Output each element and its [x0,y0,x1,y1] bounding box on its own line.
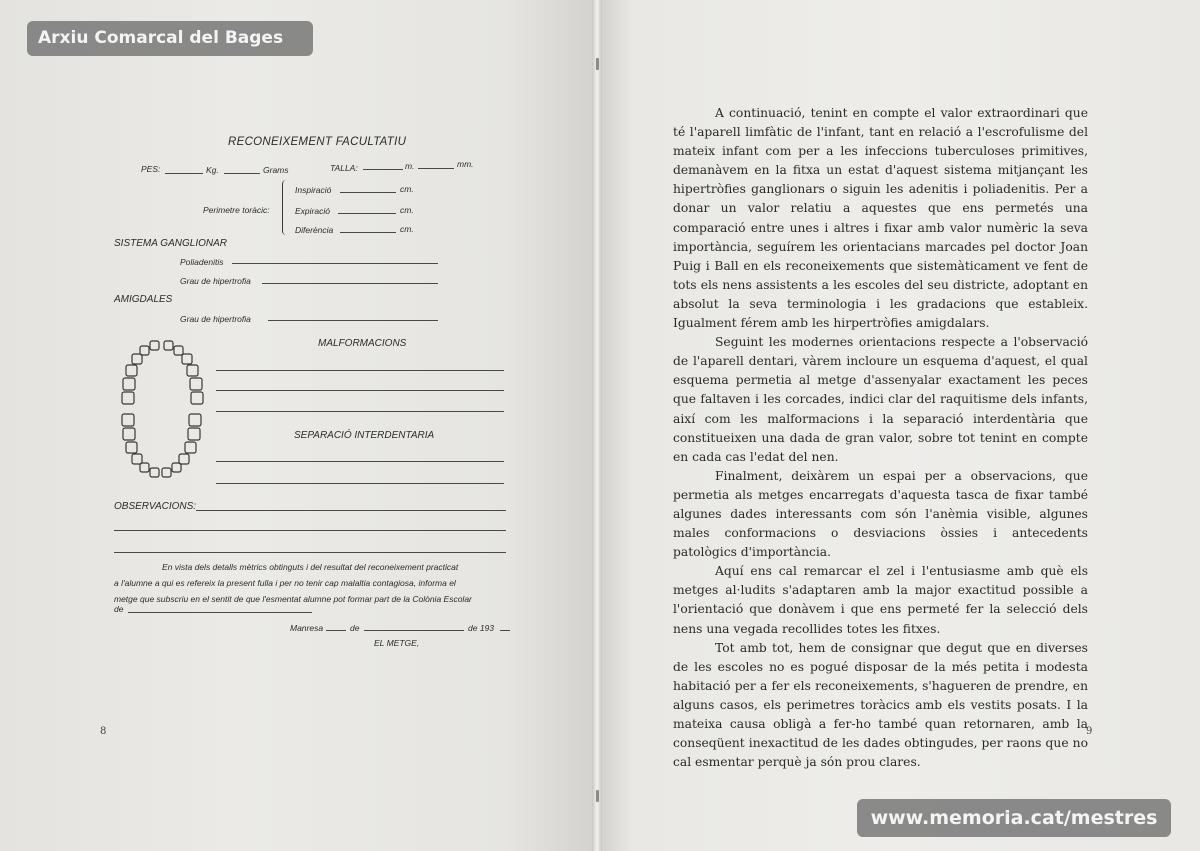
malformacions-line [216,411,504,412]
brace [282,180,290,235]
certification-line: En vista dels detalls mètrics obtinguts i del resultat del reconeixement practicat [162,562,459,572]
certification-line: a l'alumne a qui es refereix la present fulla i per no tenir cap malaltia contagiosa, informa el [114,578,456,588]
cm-label: cm. [400,224,414,234]
date-day-blank [326,630,346,631]
website-watermark: www.memoria.cat/mestres [857,799,1171,837]
body-text [673,104,1088,772]
page-number-right: 9 [1086,726,1093,737]
inspiracio-label: Inspiració [295,185,332,195]
observacions-heading: OBSERVACIONS: [114,501,197,512]
malformacions-line [216,390,504,391]
diferencia-label: Diferència [295,225,334,235]
amigdales-heading: AMIGDALES [114,294,173,305]
paragraph: Finalment, deixàrem un espai per a observacions, que permetia als metges encarregats d'aquesta tasca de fixar també algunes dades interessants com són l'anèmia visible, algunes males conformacions o desviacions òssies i antecedents patològics d'importància. [673,468,1088,560]
page-number-left: 8 [100,726,107,737]
de-label: de [350,623,360,633]
inspiracio-blank [340,192,396,193]
cm-label: cm. [400,205,414,215]
kg-label: Kg. [206,165,219,175]
cm-label: cm. [400,184,414,194]
grau-hipertrofia-blank [262,283,438,284]
sistema-ganglionar-heading: SISTEMA GANGLIONAR [114,238,227,249]
pes-grams-blank [224,173,260,174]
certification-line: metge que subscriu en el sentit de que l'esmentat alumne pot formar part de la Colònia Escolar [114,594,472,604]
observacions-line [114,552,506,553]
malformacions-line [216,370,504,371]
paragraph: A continuació, tenint en compte el valor extraordinari que té l'aparell limfàtic de l'infant, tant en relació a l'escrofulisme del mateix infant com per a les infeccions tuberculoses primitives, demanàvem en la fitxa un estat d'aquest sistema mitjançant les hipertròfies ganglionars o siguin les adenitis i poliadenitis. Per a donar un valor relatiu a aquestes que ens permetés una comparació entre unes i altres i fixar amb valor numèric la seva importància, seguírem les orientacians marcades pel doctor Joan Puig i Ball en els reconeixements que sistemàticament ve fent de tots els nens assistents a les escoles del seu districte, adoptant en absolut la seva terminologia i les gradacions que estableix. Igualment férem amb les hirpertròfies amigdalars. [673,106,1088,331]
year-label: de 193 [468,623,494,633]
poliadenitis-label: Poliadenitis [180,257,224,267]
paragraph: Aquí ens cal remarcar el zel i l'entusiasme amb què els metges al·ludits s'adaptaren amb la major exactitud possible a l'orientació que donàvem i que ens permeté fer la selecció dels nens una vegada recollides totes les fitxes. [673,564,1088,636]
dental-chart-diagram [112,338,212,480]
diferencia-blank [340,232,396,233]
talla-mm-blank [418,168,454,169]
talla-m-blank [363,169,403,170]
date-month-blank [364,630,464,631]
binding-stitch [596,790,599,802]
amigdales-blank [268,320,438,321]
separacio-line [216,483,504,484]
observacions-line [196,510,506,511]
expiracio-label: Expiració [295,206,330,216]
grau-hipertrofia-label: Grau de hipertrofia [180,276,251,286]
form-title: RECONEIXEMENT FACULTATIU [228,136,407,148]
separacio-heading: SEPARACIÓ INTERDENTARIA [294,430,435,441]
talla-label: TALLA: [330,163,358,173]
paragraph: Seguint les modernes orientacions respecte a l'observació de l'aparell dentari, vàrem incloure un esquema d'aquest, el qual esquema permetia al metge d'assenyalar exactament les peces que faltaven i les corcades, indici clar del raquitisme dels infants, així com les malformacions i la separació interdentària que constitueixen una dada de gran valor, sobre tot tenint en compte en cada cas l'edat del nen. [673,335,1088,464]
m-label: m. [405,161,415,171]
binding-stitch [596,58,599,70]
grau-hipertrofia-label: Grau de hipertrofia [180,314,251,324]
mm-label: mm. [457,159,474,169]
observacions-line [114,530,506,531]
left-page [0,0,596,851]
book-gutter [592,0,602,851]
paragraph: Tot amb tot, hem de consignar que degut que en diverses de les escoles no es pogué disposar de la més petita i modesta habitació per a fer els reconeixements, s'hagueren de prendre, en alguns casos, els perimetres toràcics amb els vestits posats. I la mateixa causa obligà a fer-ho també quan retornaren, amb la conseqüent inexactitud de les dades obtingudes, per raons que no cal esmentar perquè ja són prou clares. [673,640,1088,770]
pes-label: PES: [141,164,161,174]
malformacions-heading: MALFORMACIONS [318,338,407,349]
expiracio-blank [338,213,396,214]
separacio-line [216,461,504,462]
archive-watermark: Arxiu Comarcal del Bages [27,21,313,56]
colonia-blank [128,612,312,613]
pes-kg-blank [165,173,203,174]
manresa-label: Manresa [290,623,324,633]
date-year-blank [500,630,510,631]
poliadenitis-blank [232,263,438,264]
certification-line: de [114,604,124,614]
el-metge-label: EL METGE, [374,638,420,648]
perimetre-label: Perimetre toràcic: [203,205,270,215]
grams-label: Grams [263,165,289,175]
